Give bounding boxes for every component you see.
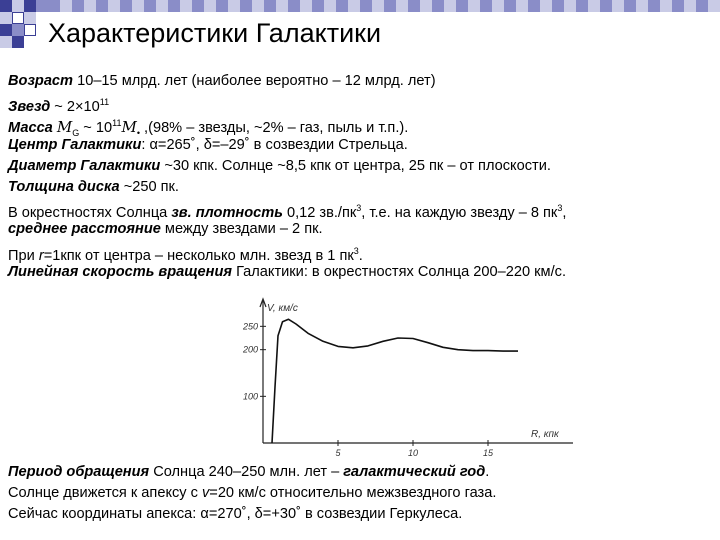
- density-label: зв. плотность: [171, 204, 283, 221]
- coords-text: Сейчас координаты апекса: α=270˚, δ=+30˚ в созвездии Геркулеса.: [8, 506, 463, 522]
- y-tick-label: 100: [242, 391, 258, 402]
- header-band-square: [588, 0, 600, 12]
- apex-pre: Солнце движется к апексу с: [8, 485, 202, 501]
- page-title: Характеристики Галактики: [48, 18, 382, 48]
- stars-text: ~ 2×10: [50, 99, 100, 116]
- header-band-square: [492, 0, 504, 12]
- header-band-square: [48, 0, 60, 12]
- header-band-square: [684, 0, 696, 12]
- age-text: 10–15 млрд. лет (наиболее вероятно – 12 млрд. лет): [73, 73, 436, 89]
- header-square: [24, 0, 36, 12]
- header-band-square: [192, 0, 204, 12]
- mass-exponent: 11: [112, 118, 122, 129]
- bottom-text: [8, 462, 714, 525]
- header-square: [0, 12, 12, 24]
- header-band-square: [660, 0, 672, 12]
- header-square: [0, 24, 12, 36]
- diameter-text: ~30 кпк. Солнце ~8,5 кпк от центра, 25 пк – от плоскости.: [160, 157, 551, 174]
- distance-line: [8, 219, 714, 240]
- apex-text: =20 км/с относительно межзвездного газа.: [209, 485, 497, 501]
- age-line: [8, 71, 714, 92]
- header-band-square: [276, 0, 288, 12]
- header-band-square: [144, 0, 156, 12]
- mass-label: Масса: [8, 120, 53, 137]
- header-band-square: [708, 0, 720, 12]
- header-band-square: [648, 0, 660, 12]
- header-band-square: [384, 0, 396, 12]
- header-band-square: [288, 0, 300, 12]
- header-band-square: [168, 0, 180, 12]
- header-square: [36, 0, 48, 12]
- header-band-square: [360, 0, 372, 12]
- header-square: [12, 36, 24, 48]
- header-band-square: [312, 0, 324, 12]
- header-band-square: [84, 0, 96, 12]
- header-band-square: [120, 0, 132, 12]
- header-band-square: [348, 0, 360, 12]
- header-square: [24, 12, 36, 24]
- header-band-square: [72, 0, 84, 12]
- mass-galaxy-sub: G: [72, 128, 80, 139]
- content-body: [8, 71, 714, 283]
- header-band-square: [60, 0, 72, 12]
- header-band-square: [396, 0, 408, 12]
- rotation-text: Галактики: в окрестностях Солнца 200–220 км/с.: [232, 263, 566, 280]
- mass-line: [8, 113, 714, 139]
- header-band-square: [576, 0, 588, 12]
- header-band-square: [468, 0, 480, 12]
- x-tick-label: 15: [482, 448, 494, 458]
- apex-line: [8, 483, 714, 504]
- header-band-square: [456, 0, 468, 12]
- mass-sun-symbol: M: [121, 118, 137, 137]
- header-band-square: [240, 0, 252, 12]
- rotation-curve-chart: [230, 293, 600, 461]
- x-axis-label: R, кпк: [531, 429, 559, 440]
- header-band-square: [180, 0, 192, 12]
- header-band-square: [624, 0, 636, 12]
- rotation-line: [8, 262, 714, 283]
- period-line: [8, 462, 714, 483]
- header-band-square: [552, 0, 564, 12]
- mass-sun-sub: •: [136, 128, 140, 139]
- y-tick-label: 250: [242, 321, 258, 332]
- density-text: 0,12 зв./пк: [282, 204, 357, 221]
- x-tick-label: 5: [335, 448, 341, 458]
- period-label: Период обращения: [8, 464, 150, 480]
- header-band-square: [432, 0, 444, 12]
- at-end: .: [358, 247, 363, 264]
- header-band-square: [672, 0, 684, 12]
- density-exponent: 3: [356, 203, 362, 214]
- density-end: ,: [562, 204, 567, 221]
- period-text: Солнца 240–250 млн. лет –: [149, 464, 344, 480]
- header-band-square: [216, 0, 228, 12]
- header-band-square: [540, 0, 552, 12]
- header-band-square: [252, 0, 264, 12]
- apex-v: v: [202, 485, 210, 501]
- thickness-label: Толщина диска: [8, 178, 120, 195]
- header-band-square: [504, 0, 516, 12]
- distance-text: между звездами – 2 пк.: [160, 221, 323, 238]
- stars-exponent: 11: [99, 97, 110, 108]
- header-band-square: [228, 0, 240, 12]
- header-band-square: [132, 0, 144, 12]
- header-square: [0, 36, 12, 48]
- header-square: [12, 12, 24, 24]
- at-r: r: [38, 247, 44, 264]
- header-square: [12, 24, 24, 36]
- header-band-square: [636, 0, 648, 12]
- header-band-square: [444, 0, 456, 12]
- diameter-label: Диаметр Галактики: [8, 157, 161, 174]
- rotation-curve-line: [272, 319, 518, 443]
- header-band-square: [204, 0, 216, 12]
- mass-galaxy-symbol: M: [56, 118, 73, 137]
- header-square: [24, 24, 36, 36]
- center-text: : α=265˚, δ=–29˚ в созвездии Стрельца.: [141, 136, 408, 153]
- header-band-square: [372, 0, 384, 12]
- header-band-square: [324, 0, 336, 12]
- thickness-line: [8, 177, 714, 198]
- density-pre: В окрестностях Солнца: [8, 204, 172, 221]
- distance-label: среднее расстояние: [8, 221, 161, 238]
- age-label: Возраст: [8, 73, 74, 89]
- header-band-square: [156, 0, 168, 12]
- thickness-text: ~250 пк.: [119, 178, 179, 195]
- header-band-square: [264, 0, 276, 12]
- center-label: Центр Галактики: [8, 136, 142, 153]
- x-tick-label: 10: [407, 448, 419, 458]
- mass-rest: ,(98% – звезды, ~2% – газ, пыль и т.п.).: [139, 120, 409, 137]
- center-line: [8, 135, 714, 156]
- stars-line: [8, 92, 714, 116]
- header-band-square: [528, 0, 540, 12]
- rotation-label: Линейная скорость вращения: [8, 263, 233, 280]
- header-band-square: [420, 0, 432, 12]
- at-line: [8, 241, 714, 262]
- stars-label: Звезд: [8, 99, 51, 116]
- header-band-square: [612, 0, 624, 12]
- header-band-square: [300, 0, 312, 12]
- coords-line: [8, 504, 714, 525]
- galactic-year-label: галактический год: [343, 464, 486, 480]
- header-band-square: [516, 0, 528, 12]
- header-band-square: [564, 0, 576, 12]
- header-band-square: [696, 0, 708, 12]
- header-band-square: [96, 0, 108, 12]
- header-square: [0, 0, 12, 12]
- period-end: .: [485, 464, 490, 480]
- header-square: [12, 0, 24, 12]
- header-band-square: [480, 0, 492, 12]
- density-rest-exponent: 3: [557, 203, 563, 214]
- y-tick-label: 200: [242, 344, 258, 355]
- mass-text: ~ 10: [79, 120, 113, 137]
- header-band-square: [408, 0, 420, 12]
- y-axis-label: V, км/с: [267, 303, 298, 314]
- at-pre: При: [8, 247, 39, 264]
- header-band-square: [108, 0, 120, 12]
- header-band-square: [336, 0, 348, 12]
- diameter-line: [8, 156, 714, 177]
- at-text: =1кпк от центра – несколько млн. звезд в 1 пк: [43, 247, 354, 264]
- density-rest: , т.е. на каждую звезду – 8 пк: [361, 204, 558, 221]
- density-line: [8, 198, 714, 219]
- at-exponent: 3: [353, 245, 359, 256]
- header-band-square: [600, 0, 612, 12]
